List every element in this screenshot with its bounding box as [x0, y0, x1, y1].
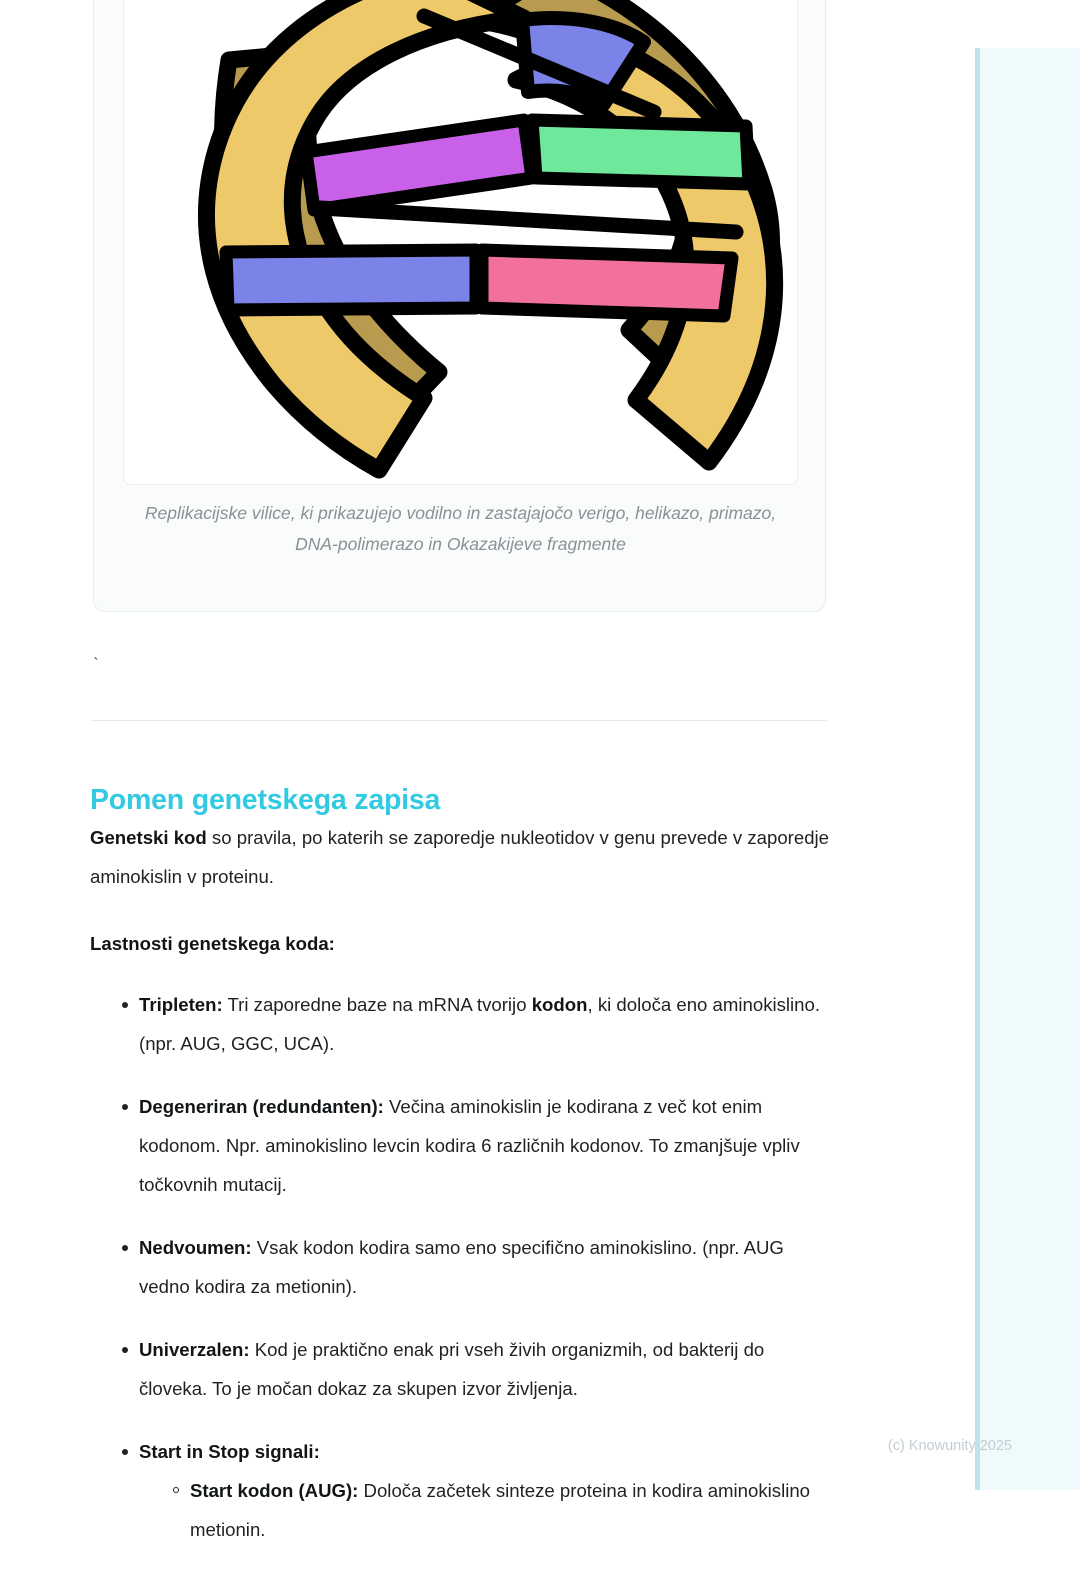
list-item-term: Nedvoumen:	[139, 1237, 252, 1258]
intro-paragraph	[90, 818, 830, 896]
list-item	[173, 1471, 830, 1549]
list-item	[122, 1330, 830, 1408]
list-item-text-before: Vsak kodon kodira samo eno specifično aminokislino. (npr. AUG vedno kodira za metionin).	[139, 1237, 784, 1297]
dna-replication-fork-illustration	[123, 0, 798, 485]
intro-rest: so pravila, po katerih se zaporedje nukleotidov v genu prevede v zaporedje aminokislin v proteinu.	[90, 827, 830, 887]
list-item	[122, 1432, 830, 1549]
signals-sublist	[139, 1471, 830, 1549]
figure-card	[93, 0, 826, 612]
list-item-text-before: Kod je praktično enak pri vseh živih organizmih, od bakterij do človeka. To je močan dokaz za skupen izvor življenja.	[139, 1339, 765, 1399]
list-item-term: Degeneriran (redundanten):	[139, 1096, 384, 1117]
sublist-item-text: Določa začetek sinteze proteina in kodira aminokislino metionin.	[190, 1480, 811, 1540]
stray-backtick-text: `	[91, 656, 101, 674]
list-item-term: Start in Stop signali:	[139, 1441, 320, 1462]
list-item-text-before: Večina aminokislin je kodirana z več kot enim kodonom. Npr. aminokislino levcin kodira 6 različnih kodonov. To zmanjšuje vpliv točkovnih mutacij.	[139, 1096, 800, 1195]
section-divider	[91, 720, 827, 721]
list-label	[90, 924, 830, 963]
copyright-watermark: (c) Knowunity 2025	[887, 1438, 1012, 1454]
list-label-text: Lastnosti genetskega koda:	[90, 933, 335, 954]
list-item-text-before: Tri zaporedne baze na mRNA tvorijo	[222, 994, 532, 1015]
sublist-item-term: Start kodon (AUG):	[190, 1480, 359, 1501]
list-item	[122, 1087, 830, 1204]
section-heading: Pomen genetskega zapisa	[90, 783, 441, 816]
intro-lead-term: Genetski kod	[90, 827, 207, 848]
list-item	[122, 1228, 830, 1306]
list-item	[122, 985, 830, 1063]
list-item-inline-bold: kodon	[531, 994, 588, 1015]
list-item-text-after: , ki določa eno aminokislino. (npr. AUG, GGC, UCA).	[139, 994, 821, 1054]
page-side-panel	[975, 48, 1080, 1490]
properties-list	[90, 985, 830, 1549]
section-body	[90, 818, 830, 1573]
list-item-term: Tripleten:	[139, 994, 223, 1015]
list-item-term: Univerzalen:	[139, 1339, 250, 1360]
figure-caption: Replikacijske vilice, ki prikazujejo vodilno in zastajajočo verigo, helikazo, primazo, DNA-polimerazo in Okazakijeve fragmente	[144, 503, 777, 554]
